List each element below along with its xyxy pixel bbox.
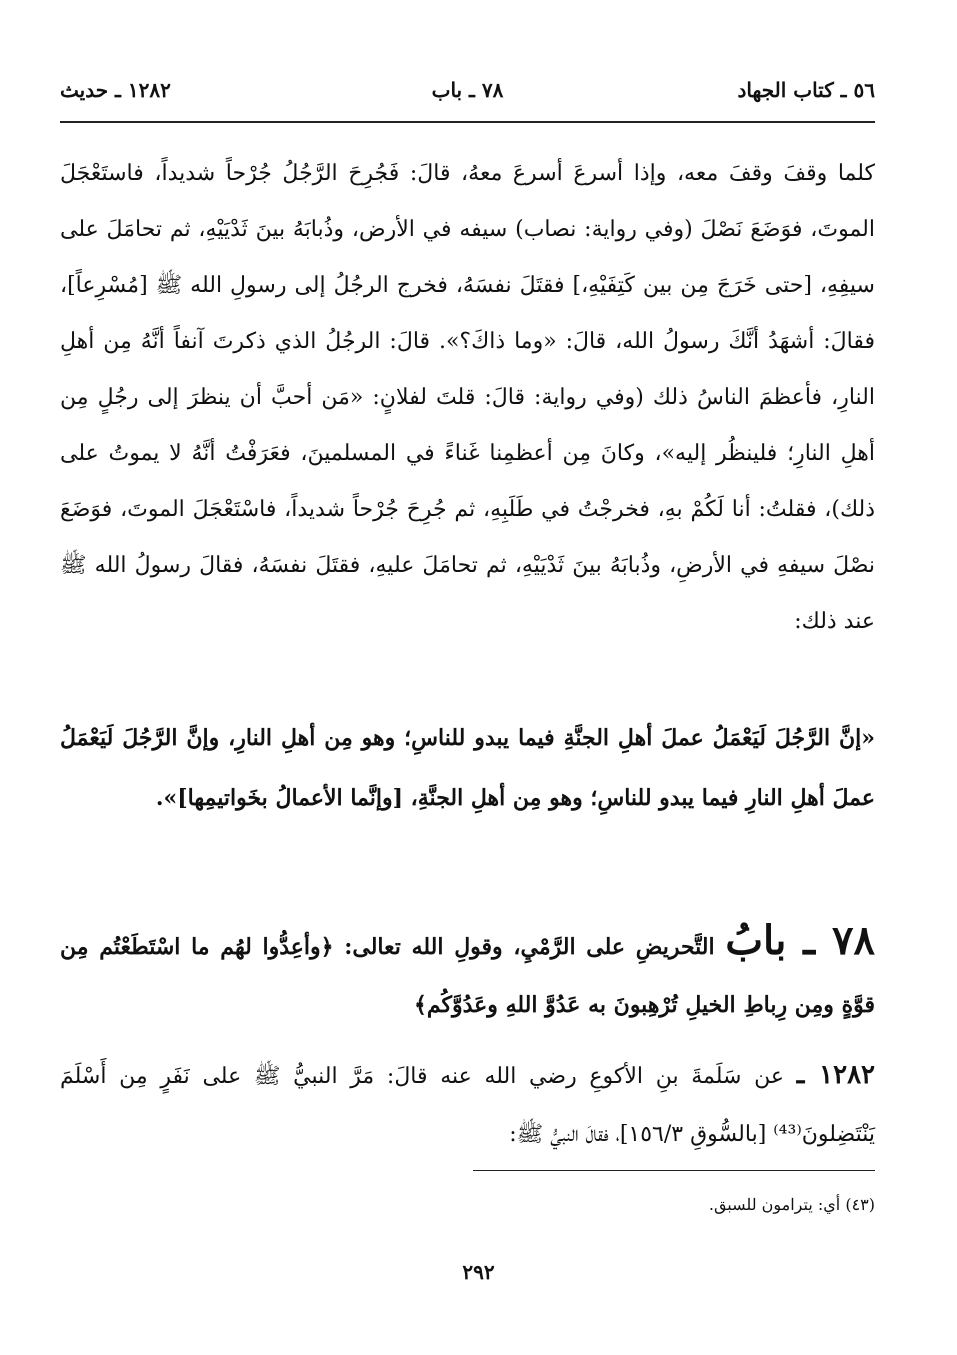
running-header [60, 70, 875, 110]
footnote: (٤٣) أي: يترامون للسبق. [708, 1195, 875, 1214]
footnote-divider [473, 1170, 875, 1171]
chapter-title: التَّحريضِ على الرَّمْيِ، وقولِ الله تعالى: ﴿وأعِدُّوا لهُم ما اسْتَطَعْتُم مِن قوَّةٍ ومِن رِباطِ الخيلِ تُرْهِبونَ به عَدُوَّ اللهِ وعَدُوَّكُم﴾ [60, 934, 875, 1018]
hadith-text: عن سَلَمةَ بنِ الأكوعِ رضي الله عنه قالَ: مَرَّ النبيُّ ﷺ على نَفَرٍ مِن أَسْلَمَ يَنْتَضِلونَ⁽⁴³⁾ [بالسُّوقِ ١٥٦/٣]، فقالَ النبيُّ ﷺ: [60, 1064, 875, 1147]
header-divider [60, 121, 875, 123]
hadith-1282 [60, 1046, 875, 1164]
main-paragraph: كلما وقفَ وقفَ معه، وإذا أسرعَ أسرعَ معهُ، قالَ: فَجُرِحَ الرَّجُلُ جُرْحاً شديداً، فاستَعْجَلَ الموتَ، فوَضَعَ نَصْلَ (وفي رواية: نصاب) سيفه في الأرض، وذُبابَهُ بينَ ثَدْيَيْهِ، ثم تحامَلَ على سيفِهِ، [حتى خَرَجَ مِن بين كَتِفَيْهِ،] فقتَلَ نفسَهُ، فخرج الرجُلُ إلى رسولِ الله ﷺ [مُسْرِعاً]، فقالَ: أشهَدُ أنَّكَ رسولُ الله، قالَ: «وما ذاكَ؟». قالَ: الرجُلُ الذي ذكرتَ آنفاً أنَّهُ مِن أهلِ النارِ، فأعظمَ الناسُ ذلك (وفي رواية: قالَ: قلتَ لفلانٍ: «مَن أحبَّ أن ينظرَ إلى رجُلٍ مِن أهلِ النارِ؛ فلينظُر إليه»، وكانَ مِن أعظمِنا غَناءً في المسلمينَ، فعَرَفْتُ أنَّهُ لا يموتُ على ذلك)، فقلتُ: أنا لَكُمْ بهِ، فخرجْتُ في طَلَبِهِ، ثم جُرِحَ جُرْحاً شديداً، فاسْتَعْجَلَ الموتَ، فوَضَعَ نصْلَ سيفهِ في الأرضِ، وذُبابَهُ بينَ ثَدْيَيْهِ، ثم تحامَلَ عليهِ، فقتَلَ نفسَهُ، فقالَ رسولُ الله ﷺ عند ذلك: [60, 161, 875, 634]
chapter-heading [60, 912, 875, 1034]
hadith-number: ١٢٨٢ ـ [796, 1060, 875, 1090]
chapter-number: ٧٨ ـ بابُ [725, 917, 875, 964]
header-chapter: ٧٨ ـ باب [431, 78, 504, 102]
header-hadith-number: ١٢٨٢ ـ حديث [60, 78, 171, 102]
hadith-quote: «إنَّ الرَّجُلَ لَيَعْمَلُ عملَ أهلِ الجنَّةِ فيما يبدو للناسِ؛ وهو مِن أهلِ النارِ، وإنَّ الرَّجُلَ لَيَعْمَلُ عملَ أهلِ النارِ فيما يبدو للناسِ؛ وهو مِن أهلِ الجنَّةِ، [وإنَّما الأعمالُ بخَواتيمِها]». [60, 725, 876, 811]
header-book-title: ٥٦ ـ كتاب الجهاد [737, 78, 875, 102]
page-number: ٢٩٢ [462, 1260, 495, 1284]
